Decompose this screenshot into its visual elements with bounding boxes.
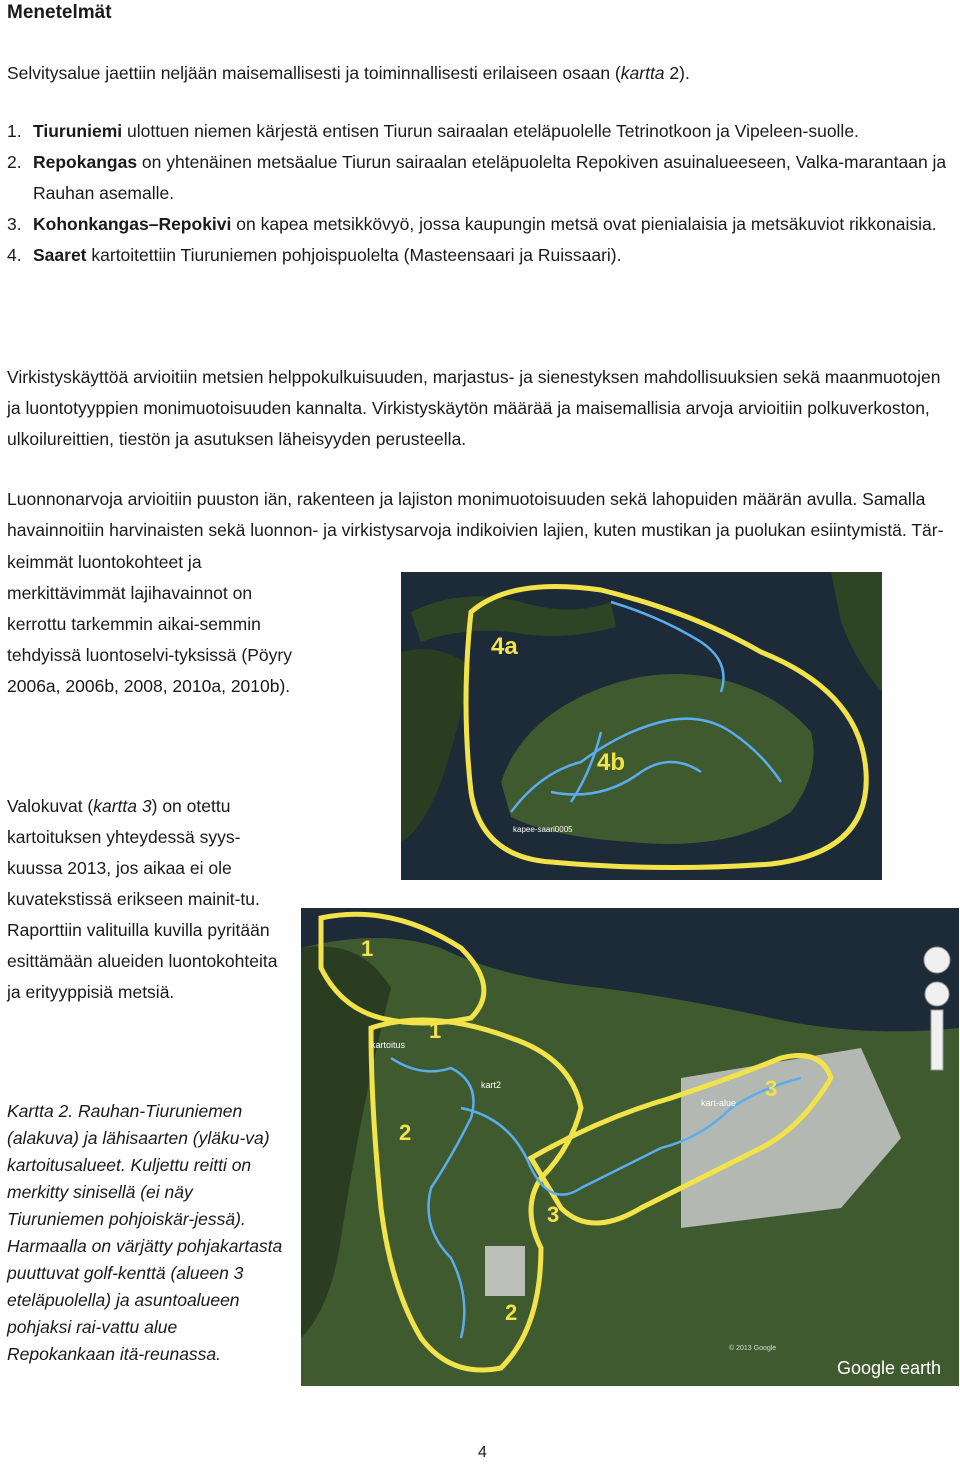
pan-control-icon[interactable] — [925, 982, 949, 1006]
area-list — [7, 116, 952, 271]
marker-kart-alue: kart-alue — [701, 1098, 737, 1108]
marker-label: kapee-saari0005 — [513, 825, 573, 834]
list-term: Saaret — [33, 245, 87, 265]
tiuruniemi-aerial-map — [301, 908, 959, 1386]
list-item-3 — [7, 209, 952, 240]
list-term: Tiuruniemi — [33, 121, 123, 141]
page-number: 4 — [478, 1444, 487, 1461]
label-3-south: 3 — [547, 1202, 560, 1227]
nature-values-paragraph: Luonnonarvoja arvioitiin puuston iän, rakenteen ja lajiston monimuotoisuuden sekä lahopuiden määrän avulla. Samalla havainnoitiin harvinaisten sekä luonnon- ja virkistysarvoja indikoivien lajien, kuten mustikan ja puolukan esiintymistä. Tär- — [7, 489, 944, 540]
list-number: 2. — [7, 152, 22, 172]
label-1-north: 1 — [361, 936, 374, 961]
recreation-paragraph: Virkistyskäyttöä arvioitiin metsien helppokulkuisuuden, marjastus- ja sienestyksen mahdollisuuksien sekä maanmuotojen ja luontotyyppien monimuotoisuuden kannalta. Virkistyskäytön määrää ja maisemallisia arvoja arvioitiin polkuverkoston, ulkoilureittien, tiestön ja asutuksen läheisyyden perusteella. — [7, 367, 941, 449]
residential-area-gray — [485, 1246, 525, 1296]
map-caption: Kartta 2. Rauhan-Tiuruniemen (alakuva) ja lähisaarten (yläku-va) kartoitusalueet. Kuljettu reitti on merkitty sinisellä (ei näy Tiuruniemen pohjoiskär-jessä). Harmaalla on värjätty pohjakartasta puuttuvat golf-kenttä (alueen 3 eteläpuolella) ja asuntoalueen pohjaksi rai-vattu alue Repokankaan itä-reunassa. — [7, 1101, 283, 1364]
list-text: on yhtenäinen metsäalue Tiurun sairaalan eteläpuolelta Repokiven asuinalueeseen, Valka-marantaan ja Rauhan asemalle. — [33, 152, 947, 203]
list-term: Repokangas — [33, 152, 138, 172]
label-4a: 4a — [491, 633, 518, 660]
photos-text: Valokuvat ( — [7, 796, 94, 816]
list-number: 1. — [7, 121, 22, 141]
section-heading: Menetelmät — [7, 2, 112, 23]
marker-kartoitus: kartoitus — [371, 1040, 406, 1050]
map-reference: kartta — [620, 63, 665, 83]
list-number: 4. — [7, 245, 22, 265]
list-text: kartoitettiin Tiuruniemen pohjoispuolelta (Masteensaari ja Ruissaari). — [86, 245, 622, 265]
intro-text-end: 2). — [664, 63, 690, 83]
zoom-slider-icon[interactable] — [931, 1010, 943, 1070]
photos-map-reference: kartta 3 — [93, 796, 152, 816]
list-item-2 — [7, 147, 952, 209]
intro-paragraph — [7, 58, 947, 89]
islands-map-svg — [401, 572, 882, 880]
compass-icon[interactable] — [924, 947, 950, 973]
photos-text-end: ) on otettu kartoituksen yhteydessä syys-kuussa 2013, jos aikaa ei ole kuvatekstissä erikseen mainit-tu. Raporttiin valituilla kuvilla pyritään esittämään alueiden luontokohteita ja erityyppisiä metsiä. — [7, 796, 278, 1002]
copyright-text: © 2013 Google — [729, 1345, 777, 1352]
intro-text: Selvitysalue jaettiin neljään maisemallisesti ja toiminnallisesti erilaiseen osaan ( — [7, 63, 621, 83]
photos-paragraph — [7, 791, 292, 1008]
list-text: on kapea metsikkövyö, jossa kaupungin metsä ovat pienialaisia ja metsäkuviot rikkonaisia. — [231, 214, 937, 234]
list-text: ulottuen niemen kärjestä entisen Tiurun sairaalan eteläpuolelle Tetrinotkoon ja Vipeleen-suolle. — [122, 121, 859, 141]
marker-kart2: kart2 — [481, 1080, 502, 1090]
label-2-south: 2 — [505, 1300, 518, 1325]
google-earth-watermark: Google earth — [837, 1358, 942, 1378]
label-4b: 4b — [597, 749, 626, 776]
label-3-east: 3 — [765, 1076, 778, 1101]
list-item-1 — [7, 116, 952, 147]
tiuruniemi-map-svg — [301, 908, 959, 1386]
list-number: 3. — [7, 214, 22, 234]
islands-aerial-map — [401, 572, 882, 880]
side-text-continuation: keimmät luontokohteet ja merkittävimmät lajihavainnot on kerrottu tarkemmin aikai-semmin tehdyissä luontoselvi-tyksissä (Pöyry 2006a, 2006b, 2008, 2010a, 2010b). — [7, 552, 292, 696]
list-item-4 — [7, 240, 952, 271]
label-2-north: 2 — [399, 1120, 412, 1145]
list-term: Kohonkangas–Repokivi — [33, 214, 232, 234]
label-1-south: 1 — [429, 1018, 442, 1043]
